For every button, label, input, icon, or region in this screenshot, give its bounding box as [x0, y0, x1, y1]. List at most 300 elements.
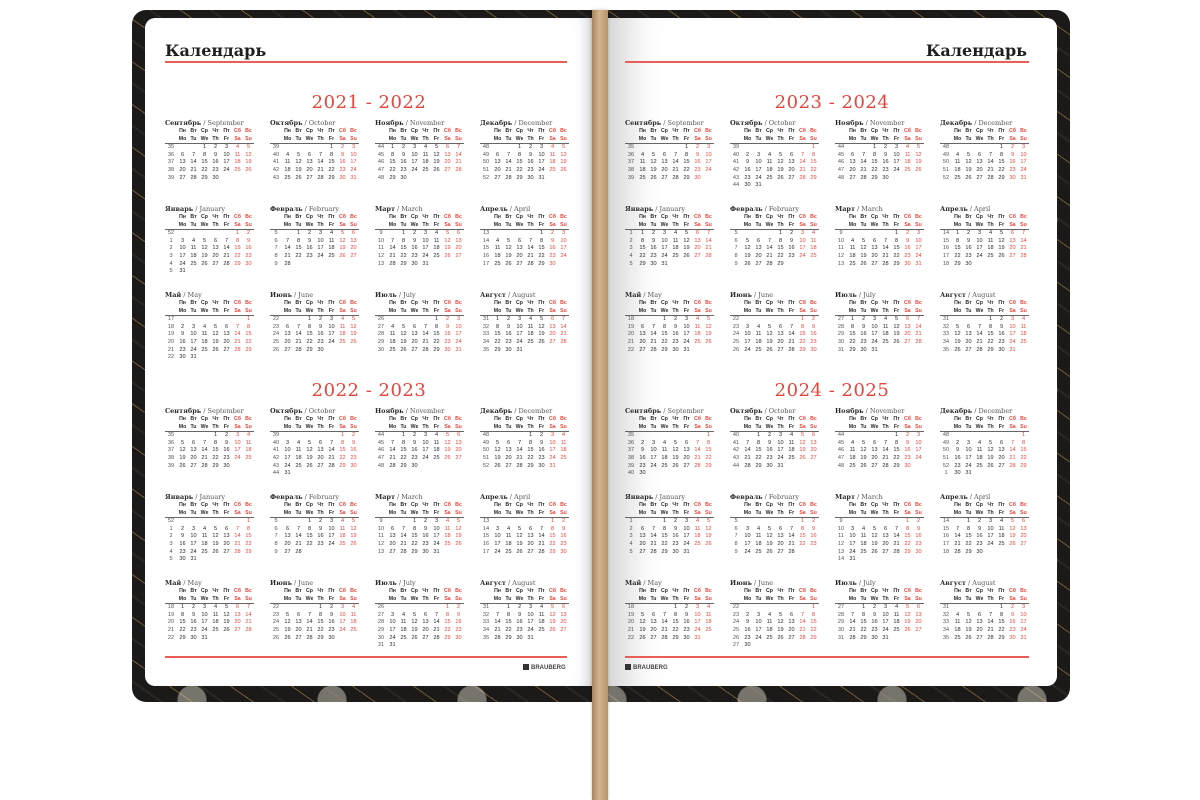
day-cell: 29 [777, 260, 784, 267]
empty-cell [891, 635, 902, 643]
empty-cell [974, 261, 985, 269]
week-number: 41 [272, 159, 280, 166]
month-calendar [375, 290, 475, 354]
day-cell: 28 [245, 626, 252, 633]
week-number: 30 [837, 626, 845, 633]
day-cell: 19 [683, 245, 690, 252]
empty-cell [243, 268, 254, 276]
day-cell: 25 [860, 548, 867, 555]
bookmark-ribbon[interactable] [592, 10, 608, 800]
day-cell: 13 [455, 439, 462, 446]
day-cell: 11 [766, 619, 773, 626]
day-cell: 8 [811, 151, 816, 158]
day-cell: 15 [245, 331, 252, 338]
day-cell: 12 [295, 159, 302, 166]
day-cell: 5 [916, 144, 921, 151]
empty-cell [985, 549, 996, 557]
empty-cell [637, 432, 648, 440]
day-cell: 6 [307, 151, 312, 158]
week-number: 34 [482, 338, 490, 345]
weekday-header: Sa [547, 308, 558, 317]
day-cell: 8 [756, 439, 761, 446]
day-cell: 31 [179, 268, 186, 275]
day-cell: 7 [318, 151, 323, 158]
day-cell: 23 [683, 626, 690, 633]
weekday-header [270, 222, 282, 231]
week-number: 11 [378, 533, 384, 540]
weekday-header: Su [808, 136, 819, 145]
weekday-header: Вс [455, 128, 462, 134]
day-cell: 9 [213, 151, 218, 158]
month-grid [625, 502, 725, 556]
weekday-header: Su [1018, 136, 1029, 145]
day-cell: 7 [202, 439, 207, 446]
weekday-header: Пн [954, 300, 961, 306]
weekday-header [270, 502, 282, 510]
day-cell: 14 [516, 447, 523, 454]
week-number: 27 [377, 611, 385, 618]
day-cell: 18 [860, 540, 867, 547]
day-cell: 15 [1020, 447, 1027, 454]
day-cell: 1 [966, 518, 971, 525]
week-number: 23 [272, 611, 280, 618]
day-cell: 28 [915, 338, 922, 345]
weekday-header [480, 222, 492, 231]
footer-rule [165, 656, 567, 658]
month-title [165, 118, 265, 128]
day-cell: 24 [223, 166, 230, 173]
day-cell: 24 [650, 462, 657, 469]
day-cell: 13 [179, 159, 186, 166]
day-cell: 11 [433, 237, 440, 244]
day-cell: 22 [317, 626, 324, 633]
weekday-header: Fr [786, 136, 797, 145]
day-cell: 2 [955, 439, 960, 446]
weekday-header: Чт [527, 502, 534, 508]
weekday-header: Sa [442, 510, 453, 519]
day-cell: 26 [411, 634, 418, 641]
weekday-header: Fr [891, 222, 902, 231]
day-cell: 22 [179, 626, 186, 633]
weekday-header: Su [808, 596, 819, 605]
empty-cell [891, 347, 902, 355]
day-cell: 20 [494, 166, 501, 173]
weekday-header: Ср [976, 214, 983, 220]
day-cell: 4 [495, 237, 500, 244]
day-cell: 18 [661, 454, 668, 461]
week-number: 45 [377, 439, 385, 446]
weekday-header: Чт [672, 588, 679, 594]
weekday-header: Сб [904, 300, 911, 306]
week-number: 14 [482, 525, 490, 532]
day-cell: 6 [285, 525, 290, 532]
day-cell: 22 [672, 626, 679, 633]
month-name: Февраль [730, 205, 763, 213]
week-number: 18 [167, 604, 175, 611]
empty-cell [637, 316, 648, 324]
day-cell: 1 [318, 604, 323, 611]
week-number: 11 [838, 245, 844, 252]
day-cell: 31 [683, 346, 690, 353]
day-cell: 1 [800, 316, 805, 323]
day-cell: 6 [966, 323, 971, 330]
day-cell: 7 [296, 323, 301, 330]
day-cell: 22 [893, 252, 900, 259]
day-cell: 27 [560, 626, 567, 633]
month-name: Июнь [270, 291, 292, 299]
empty-cell [637, 518, 648, 526]
day-cell: 16 [766, 447, 773, 454]
day-cell: 3 [894, 144, 899, 151]
day-cell: 6 [180, 151, 185, 158]
weekday-header [835, 300, 847, 308]
day-cell: 28 [295, 548, 302, 555]
day-cell: 26 [777, 634, 784, 641]
day-cell: 22 [998, 166, 1005, 173]
week-number: 45 [377, 151, 385, 158]
week-number: 41 [732, 159, 740, 166]
day-cell: 18 [350, 619, 357, 626]
weekday-header: Sa [1007, 596, 1018, 605]
day-cell: 20 [788, 626, 795, 633]
day-cell: 14 [1009, 447, 1016, 454]
day-cell: 16 [212, 159, 219, 166]
month-calendar [730, 578, 830, 650]
day-cell: 15 [400, 447, 407, 454]
empty-cell [681, 261, 692, 269]
day-cell: 9 [955, 447, 960, 454]
weekday-header: Пт [788, 416, 795, 422]
month-grid [375, 416, 475, 470]
day-cell: 14 [245, 611, 252, 618]
day-cell: 22 [893, 454, 900, 461]
day-cell: 5 [246, 144, 251, 151]
weekday-header: Fr [786, 222, 797, 231]
day-cell: 18 [976, 454, 983, 461]
weekday-header: Чт [422, 502, 429, 508]
weekday-header: Вт [190, 588, 197, 594]
weekday-header: Ср [871, 300, 878, 306]
day-cell: 6 [224, 323, 229, 330]
day-cell: 23 [650, 252, 657, 259]
day-cell: 16 [1009, 159, 1016, 166]
month-grid [625, 588, 725, 642]
day-cell: 30 [882, 174, 889, 181]
day-cell: 10 [849, 533, 856, 540]
day-cell: 16 [317, 533, 324, 540]
week-number: 9 [734, 260, 738, 267]
day-cell: 21 [560, 331, 567, 338]
day-cell: 8 [905, 525, 910, 532]
month-title [940, 118, 1040, 128]
weekday-header: Ср [976, 128, 983, 134]
day-cell: 18 [766, 166, 773, 173]
day-cell: 5 [966, 151, 971, 158]
day-cell: 28 [849, 634, 856, 641]
day-cell: 4 [202, 525, 207, 532]
week-number: 21 [167, 626, 175, 633]
day-cell: 9 [811, 323, 816, 330]
weekday-header: Вт [755, 416, 762, 422]
month-name-en: / April [507, 493, 531, 501]
weekday-header [835, 510, 847, 519]
day-cell: 23 [179, 548, 186, 555]
day-cell: 12 [505, 245, 512, 252]
empty-cell [703, 470, 714, 478]
day-cell: 29 [527, 462, 534, 469]
weekday-header: Пт [893, 128, 900, 134]
week-number: 14 [837, 556, 845, 563]
day-cell: 16 [860, 331, 867, 338]
empty-cell [221, 635, 232, 643]
week-number: 22 [627, 634, 635, 641]
day-cell: 29 [810, 634, 817, 641]
month-name: Ноябрь [835, 119, 864, 127]
weekday-header: Mo [177, 222, 188, 231]
day-cell: 3 [651, 439, 656, 446]
weekday-header: Fr [786, 424, 797, 433]
day-cell: 7 [506, 151, 511, 158]
weekday-header: Ср [411, 300, 418, 306]
empty-cell [891, 556, 902, 564]
empty-cell [337, 261, 348, 269]
weekday-header: Su [243, 308, 254, 317]
weekday-header: Вт [295, 416, 302, 422]
weekday-header: Mo [847, 510, 858, 519]
weekday-header: Th [775, 424, 786, 433]
day-cell: 15 [810, 159, 817, 166]
empty-cell [659, 432, 670, 440]
month-calendar [625, 492, 725, 556]
day-cell: 3 [191, 323, 196, 330]
weekday-header: Tu [963, 308, 974, 317]
week-number: 29 [837, 619, 845, 626]
day-cell: 10 [422, 237, 429, 244]
weekday-header: Вс [810, 214, 817, 220]
day-cell: 7 [651, 525, 656, 532]
empty-cell [177, 316, 188, 324]
weekday-header: Пт [538, 416, 545, 422]
weekday-header: Th [775, 308, 786, 317]
weekday-header: We [304, 222, 315, 231]
day-cell: 4 [850, 439, 855, 446]
day-cell: 4 [296, 439, 301, 446]
empty-cell [764, 144, 775, 152]
day-cell: 21 [223, 252, 230, 259]
empty-cell [1018, 347, 1029, 355]
empty-cell [503, 432, 514, 440]
empty-cell [431, 642, 442, 650]
day-cell: 5 [673, 439, 678, 446]
weekday-header: Fr [221, 136, 232, 145]
weekday-header: We [409, 510, 420, 519]
weekday-header: Mo [952, 222, 963, 231]
month-name-en: / August [965, 291, 996, 299]
week-number: 43 [732, 454, 740, 461]
month-grid [270, 300, 370, 354]
day-cell: 24 [987, 540, 994, 547]
day-cell: 15 [549, 533, 556, 540]
day-cell: 17 [527, 619, 534, 626]
empty-cell [282, 316, 293, 324]
empty-cell [199, 556, 210, 564]
weekday-header: Сб [694, 416, 701, 422]
month-name-en: / January [653, 493, 686, 501]
weekday-header: Пт [893, 416, 900, 422]
weekday-header: We [304, 136, 315, 145]
weekday-header [940, 222, 952, 231]
day-cell: 22 [871, 166, 878, 173]
empty-cell [808, 182, 819, 190]
empty-cell [742, 144, 753, 152]
day-cell: 16 [190, 619, 197, 626]
day-cell: 1 [340, 432, 345, 439]
day-cell: 23 [904, 252, 911, 259]
week-number: 45 [837, 151, 845, 158]
day-cell: 23 [306, 252, 313, 259]
day-cell: 27 [777, 548, 784, 555]
weekday-header: Th [775, 596, 786, 605]
day-cell: 27 [694, 252, 701, 259]
weekday-header: We [869, 510, 880, 519]
day-cell: 23 [444, 338, 451, 345]
weekday-header: Su [558, 308, 569, 317]
weekday-header: Сб [549, 502, 556, 508]
day-cell: 10 [683, 323, 690, 330]
day-cell: 9 [351, 439, 356, 446]
day-cell: 8 [1021, 439, 1026, 446]
month-title [625, 492, 725, 502]
month-name-en: / July [396, 579, 416, 587]
page-title: Календарь [925, 41, 1027, 60]
weekday-header: Пн [744, 300, 751, 306]
weekday-header [480, 128, 492, 136]
day-cell: 23 [672, 338, 679, 345]
weekday-header: Сб [444, 416, 451, 422]
weekday-header: Ср [766, 502, 773, 508]
month-title [270, 290, 370, 300]
day-cell: 25 [538, 626, 545, 633]
weekday-header: Пн [744, 128, 751, 134]
week-number: 36 [627, 151, 635, 158]
weekday-header [480, 424, 492, 433]
day-cell: 25 [433, 454, 440, 461]
week-number: 13 [482, 230, 490, 237]
day-cell: 2 [872, 604, 877, 611]
day-cell: 12 [494, 447, 501, 454]
weekday-header: Tu [753, 308, 764, 317]
day-cell: 1 [800, 518, 805, 525]
weekday-header: We [974, 136, 985, 145]
day-cell: 27 [683, 462, 690, 469]
weekday-header: Sa [442, 596, 453, 605]
day-cell: 16 [505, 331, 512, 338]
month-calendar [480, 406, 580, 470]
month-grid [375, 502, 475, 556]
weekday-header: Пн [284, 588, 291, 594]
day-cell: 12 [987, 447, 994, 454]
day-cell: 3 [390, 611, 395, 618]
day-cell: 28 [389, 462, 396, 469]
day-cell: 31 [190, 556, 197, 563]
weekday-header: Сб [1009, 502, 1016, 508]
weekday-header: Sa [797, 424, 808, 433]
weekday-header [730, 588, 742, 596]
day-cell: 4 [662, 439, 667, 446]
day-cell: 12 [639, 619, 646, 626]
month-grid [730, 588, 830, 650]
day-cell: 15 [777, 245, 784, 252]
weekday-header: We [409, 136, 420, 145]
weekday-header: Mo [742, 596, 753, 605]
weekday-header [730, 308, 742, 317]
day-cell: 6 [285, 323, 290, 330]
day-cell: 12 [705, 323, 712, 330]
week-number: 39 [272, 432, 280, 439]
month-name: Май [165, 579, 182, 587]
day-cell: 14 [223, 245, 230, 252]
day-cell: 3 [977, 230, 982, 237]
weekday-header: Tu [963, 510, 974, 519]
day-cell: 12 [350, 323, 357, 330]
weekday-header: Sa [547, 424, 558, 433]
day-cell: 29 [893, 462, 900, 469]
day-cell: 31 [1020, 174, 1027, 181]
day-cell: 14 [234, 533, 241, 540]
month-calendar [835, 204, 935, 268]
weekday-header: Ср [516, 128, 523, 134]
day-cell: 16 [223, 447, 230, 454]
weekday-header: Пт [893, 300, 900, 306]
day-cell: 8 [966, 525, 971, 532]
day-cell: 22 [306, 338, 313, 345]
day-cell: 28 [455, 166, 462, 173]
day-cell: 11 [400, 619, 407, 626]
day-cell: 27 [350, 252, 357, 259]
day-cell: 12 [904, 611, 911, 618]
empty-cell [558, 347, 569, 355]
weekday-header [625, 510, 637, 519]
weekday-header [375, 308, 387, 317]
day-cell: 9 [977, 525, 982, 532]
week-number: 44 [732, 462, 740, 469]
day-cell: 26 [560, 166, 567, 173]
week-number: 48 [942, 432, 950, 439]
day-cell: 7 [800, 611, 805, 618]
weekday-header: We [514, 510, 525, 519]
weekday-header: Sa [797, 596, 808, 605]
weekday-header: We [304, 308, 315, 317]
empty-cell [409, 642, 420, 650]
empty-cell [293, 518, 304, 526]
day-cell: 8 [517, 151, 522, 158]
day-cell: 4 [246, 432, 251, 439]
day-cell: 20 [639, 540, 646, 547]
day-cell: 26 [915, 166, 922, 173]
weekday-header: We [409, 222, 420, 231]
day-cell: 26 [505, 260, 512, 267]
empty-cell [210, 268, 221, 276]
weekday-header: Th [525, 308, 536, 317]
day-cell: 26 [904, 626, 911, 633]
weekday-header: Th [525, 424, 536, 433]
weekday-header: Tu [648, 222, 659, 231]
month-name-en: / January [193, 205, 226, 213]
week-number: 13 [837, 260, 845, 267]
day-cell: 27 [494, 174, 501, 181]
day-cell: 19 [777, 626, 784, 633]
day-cell: 24 [560, 252, 567, 259]
